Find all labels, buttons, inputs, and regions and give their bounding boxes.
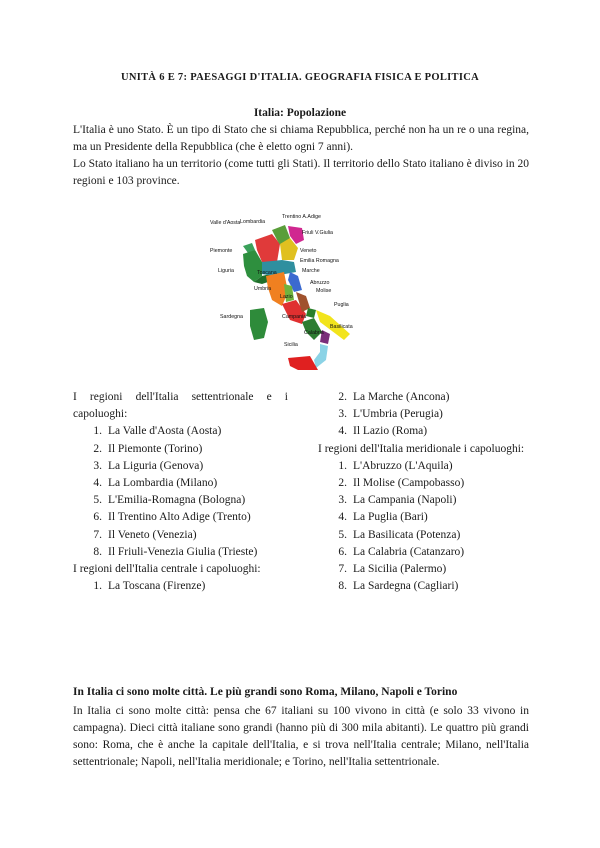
region-calabria — [314, 344, 328, 368]
map-label-trentino: Trentino A.Adige — [282, 214, 321, 220]
map-label-toscana: Toscana — [257, 270, 277, 276]
list-item: 8. La Sardegna (Cagliari) — [338, 580, 459, 593]
region-sicilia — [288, 356, 318, 370]
list-item: 4. Il Lazio (Roma) — [338, 425, 428, 438]
center-list-part2 — [318, 389, 538, 441]
map-label-campania: Campania — [282, 314, 307, 320]
map-label-piemonte: Piemonte — [210, 248, 233, 254]
map-label-sardegna: Sardegna — [220, 314, 243, 320]
intro-paragraph-2: Lo Stato italiano ha un territorio (come tutti gli Stati). Il territorio dello Stato italiano è diviso in 20 regioni e 103 province. — [73, 158, 529, 187]
list-item: 3. La Liguria (Genova) — [93, 459, 204, 472]
list-item: 3. La Campania (Napoli) — [338, 494, 457, 507]
section-subtitle: Italia: Popolazione — [253, 107, 347, 119]
map-regions — [243, 225, 350, 370]
region-molise — [306, 308, 316, 318]
list-item: 6. La Calabria (Catanzaro) — [338, 545, 465, 558]
map-label-sicilia: Sicilia — [284, 342, 298, 348]
north-heading: I regioni dell'Italia settentrionale e i capoluoghi: — [73, 391, 288, 421]
region-sardegna — [250, 308, 268, 340]
list-item: 1. La Toscana (Firenze) — [93, 580, 206, 593]
map-label-calabria: Calabria — [304, 330, 324, 336]
list-item: 7. Il Veneto (Venezia) — [93, 528, 197, 541]
map-label-valle-aosta: Valle d'Aosta — [210, 220, 241, 226]
center-list-part1 — [73, 578, 288, 595]
list-item: 3. L'Umbria (Perugia) — [338, 408, 443, 421]
left-column — [73, 389, 288, 595]
list-item: 7. La Sicilia (Palermo) — [338, 563, 447, 576]
list-item: 4. La Lombardia (Milano) — [93, 477, 218, 490]
right-column — [318, 389, 538, 595]
map-label-emilia: Emilia Romagna — [300, 258, 339, 264]
cities-paragraph: In Italia ci sono molte città: pensa che 67 italiani su 100 vivono in città (e solo 33 vivono in campagna). Dieci città italiane sono grandi (hanno più di 300 mila abitanti). Le quattro più grandi sono: Roma, che è anche la capitale dell'Italia, e si trova nell'Italia centrale; Milano, nell'Italia settentrionale; Napoli, nell'Italia meridionale; e Torino, nell'Italia settentrionale. — [73, 705, 529, 768]
list-item: 6. Il Trentino Alto Adige (Trento) — [93, 511, 251, 524]
north-list — [73, 423, 288, 561]
center-heading: I regioni dell'Italia centrale i capoluoghi: — [73, 563, 261, 576]
list-item: 4. La Puglia (Bari) — [338, 511, 428, 524]
map-label-lazio: Lazio — [280, 294, 293, 300]
list-item: 2. Il Molise (Campobasso) — [338, 477, 465, 490]
map-label-basilicata: Basilicata — [330, 324, 353, 330]
map-label-lombardia: Lombardia — [240, 219, 266, 225]
map-label-liguria: Liguria — [218, 268, 234, 274]
map-label-veneto: Veneto — [300, 248, 317, 254]
map-label-marche: Marche — [302, 268, 320, 274]
map-label-molise: Molise — [316, 288, 332, 294]
map-label-umbria: Umbria — [254, 286, 272, 292]
list-item: 5. L'Emilia-Romagna (Bologna) — [93, 494, 246, 507]
intro-paragraph-1: L'Italia è uno Stato. È un tipo di Stato che si chiama Repubblica, perché non ha un re o una regina, ma un Presidente della Repubblica (che è eletto ogni 7 anni). — [73, 124, 529, 153]
south-list — [318, 458, 538, 596]
map-label-abruzzo: Abruzzo — [310, 280, 330, 286]
list-item: 5. La Basilicata (Potenza) — [338, 528, 461, 541]
map-label-friuli: Friuli V.Giulia — [302, 230, 334, 236]
list-item: 2. La Marche (Ancona) — [338, 391, 450, 403]
list-item: 2. Il Piemonte (Torino) — [93, 442, 203, 455]
cities-heading: In Italia ci sono molte città. Le più grandi sono Roma, Milano, Napoli e Torino — [73, 686, 458, 698]
italy-regions-map — [210, 210, 353, 370]
list-item: 8. Il Friuli-Venezia Giulia (Trieste) — [93, 545, 258, 558]
south-heading: I regioni dell'Italia meridionale i capoluoghi: — [318, 442, 525, 455]
list-item: 1. La Valle d'Aosta (Aosta) — [93, 425, 222, 438]
region-campania — [302, 318, 322, 340]
map-label-puglia: Puglia — [334, 302, 349, 308]
list-item: 1. L'Abruzzo (L'Aquila) — [338, 459, 453, 472]
document-title: UNITÀ 6 E 7: PAESAGGI D'ITALIA. GEOGRAFIA FISICA E POLITICA — [120, 72, 480, 83]
